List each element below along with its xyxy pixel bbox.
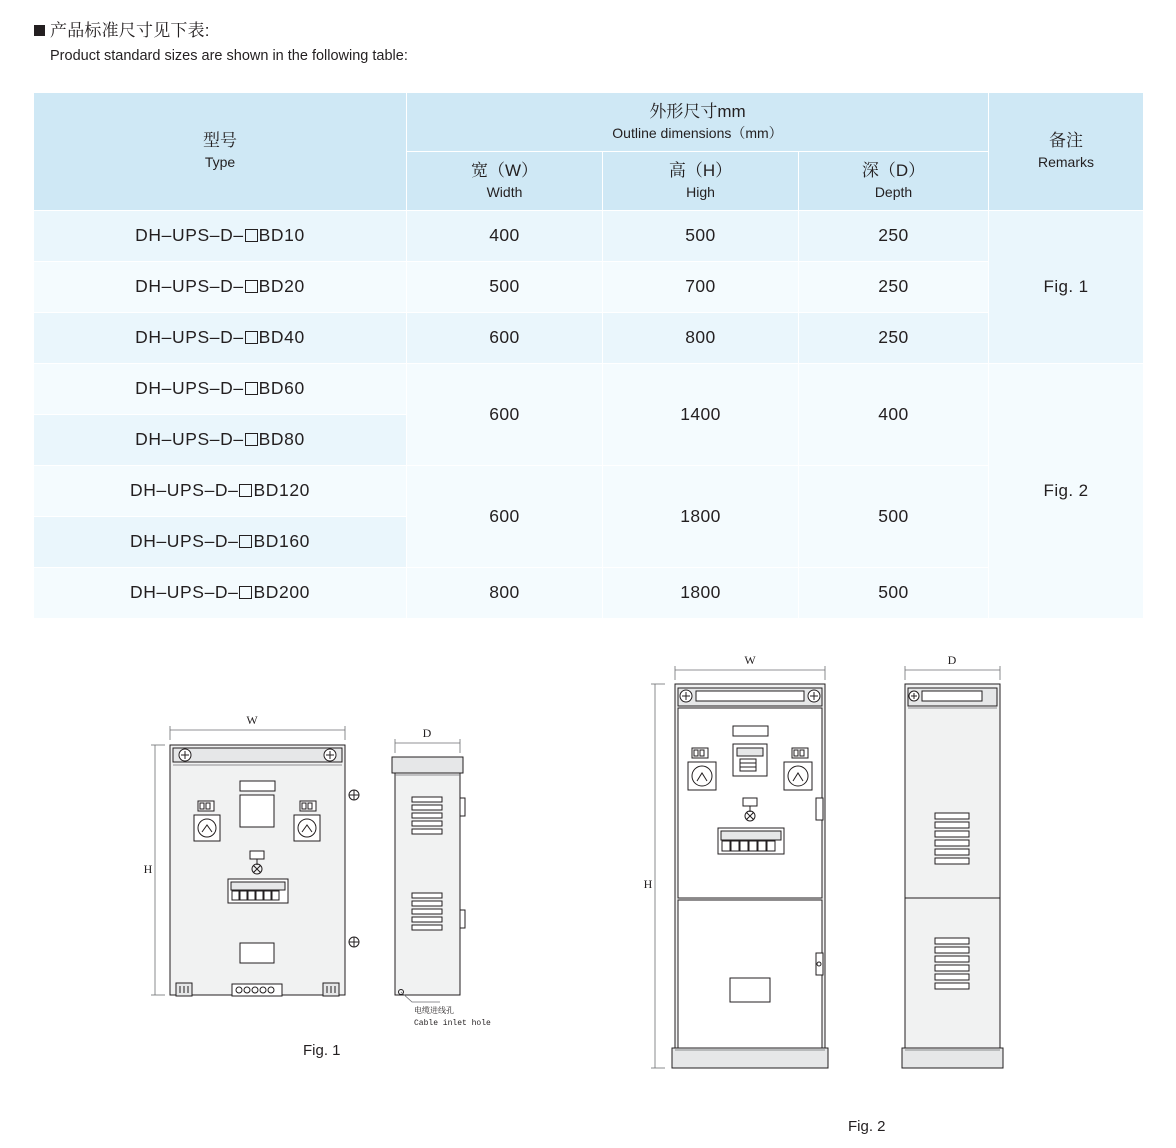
- cell-type: [34, 261, 407, 312]
- header-type: [34, 93, 407, 211]
- figure-2-caption: Fig. 2: [848, 1118, 886, 1135]
- cell-depth: 500: [799, 465, 989, 567]
- header-outline-dimensions: [407, 93, 989, 152]
- square-bullet-icon: [34, 25, 45, 36]
- section-heading: [34, 16, 408, 64]
- type-prefix: DH–UPS–D–: [135, 378, 244, 399]
- type-suffix: BD10: [258, 225, 305, 246]
- square-placeholder-icon: [245, 229, 258, 242]
- type-prefix: DH–UPS–D–: [135, 429, 244, 450]
- cell-height: 1800: [603, 567, 799, 618]
- heading-chinese: [34, 16, 408, 41]
- type-suffix: BD120: [253, 480, 310, 501]
- type-suffix: BD80: [258, 429, 305, 450]
- figure-2-drawing: [630, 648, 1050, 1118]
- header-remarks-en: Remarks: [1037, 154, 1094, 171]
- heading-english: Product standard sizes are shown in the following table:: [50, 48, 408, 64]
- cell-depth: 250: [799, 261, 989, 312]
- header-remarks: [989, 93, 1144, 211]
- square-placeholder-icon: [245, 280, 258, 293]
- header-width-en: Width: [486, 183, 523, 200]
- cell-width: 500: [407, 261, 603, 312]
- header-type-cn: 型号: [203, 131, 237, 151]
- type-prefix: DH–UPS–D–: [129, 531, 239, 552]
- cell-height: 500: [603, 210, 799, 261]
- header-height-cn: 高（H）: [668, 160, 733, 180]
- table-row: [34, 312, 1144, 363]
- square-placeholder-icon: [239, 535, 252, 548]
- square-placeholder-icon: [245, 433, 258, 446]
- figures-area: [0, 600, 1176, 1148]
- figure-1-caption: Fig. 1: [303, 1042, 341, 1059]
- cell-width: 600: [407, 312, 603, 363]
- header-outline-en: Outline dimensions（mm）: [612, 124, 783, 141]
- figure-1-drawing: [140, 695, 540, 1125]
- cell-width: 600: [407, 363, 603, 465]
- type-prefix: DH–UPS–D–: [129, 480, 239, 501]
- cell-type: [34, 465, 407, 516]
- table-header-row-1: [34, 93, 1144, 152]
- cell-height: 1400: [603, 363, 799, 465]
- cell-depth: 250: [799, 210, 989, 261]
- cell-type: [34, 414, 407, 465]
- type-prefix: DH–UPS–D–: [135, 327, 244, 348]
- cell-height: 800: [603, 312, 799, 363]
- type-suffix: BD160: [253, 531, 310, 552]
- svg-text:H: H: [143, 862, 153, 876]
- header-depth: [799, 151, 989, 210]
- cell-depth: 250: [799, 312, 989, 363]
- heading-chinese-text: 产品标准尺寸见下表:: [50, 21, 210, 40]
- type-suffix: BD20: [258, 276, 305, 297]
- square-placeholder-icon: [239, 484, 252, 497]
- cell-depth: 400: [799, 363, 989, 465]
- type-prefix: DH–UPS–D–: [135, 276, 244, 297]
- header-width-cn: 宽（W）: [470, 160, 539, 180]
- cell-height: 1800: [603, 465, 799, 567]
- header-depth-cn: 深（D）: [861, 160, 926, 180]
- table-row: [34, 363, 1144, 414]
- type-suffix: BD200: [253, 582, 310, 603]
- cell-remark-fig1: Fig. 1: [989, 210, 1144, 363]
- cell-type: [34, 516, 407, 567]
- header-outline-cn: 外形尺寸mm: [649, 102, 746, 121]
- type-prefix: DH–UPS–D–: [135, 225, 244, 246]
- cell-width: 800: [407, 567, 603, 618]
- cell-depth: 500: [799, 567, 989, 618]
- cell-type: [34, 210, 407, 261]
- product-dimensions-table: [33, 92, 1144, 619]
- cell-remark-fig2: Fig. 2: [989, 363, 1144, 618]
- square-placeholder-icon: [245, 382, 258, 395]
- table-row: [34, 465, 1144, 516]
- fig1-note-cn: 电缆进线孔: [414, 1006, 454, 1015]
- cell-height: 700: [603, 261, 799, 312]
- cell-width: 600: [407, 465, 603, 567]
- header-height: [603, 151, 799, 210]
- svg-text:W: W: [744, 653, 756, 667]
- header-type-en: Type: [204, 154, 236, 171]
- cell-type: [34, 363, 407, 414]
- svg-text:H: H: [643, 877, 653, 891]
- header-depth-en: Depth: [874, 183, 913, 200]
- type-suffix: BD40: [258, 327, 305, 348]
- svg-text:D: D: [422, 726, 432, 740]
- cell-type: [34, 312, 407, 363]
- header-width: [407, 151, 603, 210]
- fig1-note-en: Cable inlet hole: [414, 1019, 491, 1028]
- type-prefix: DH–UPS–D–: [129, 582, 239, 603]
- svg-text:D: D: [947, 653, 957, 667]
- svg-text:W: W: [246, 713, 258, 727]
- table-row: [34, 261, 1144, 312]
- square-placeholder-icon: [245, 331, 258, 344]
- square-placeholder-icon: [239, 586, 252, 599]
- cell-width: 400: [407, 210, 603, 261]
- type-suffix: BD60: [258, 378, 305, 399]
- header-height-en: High: [686, 183, 715, 200]
- header-remarks-cn: 备注: [1049, 131, 1083, 151]
- table-row: [34, 210, 1144, 261]
